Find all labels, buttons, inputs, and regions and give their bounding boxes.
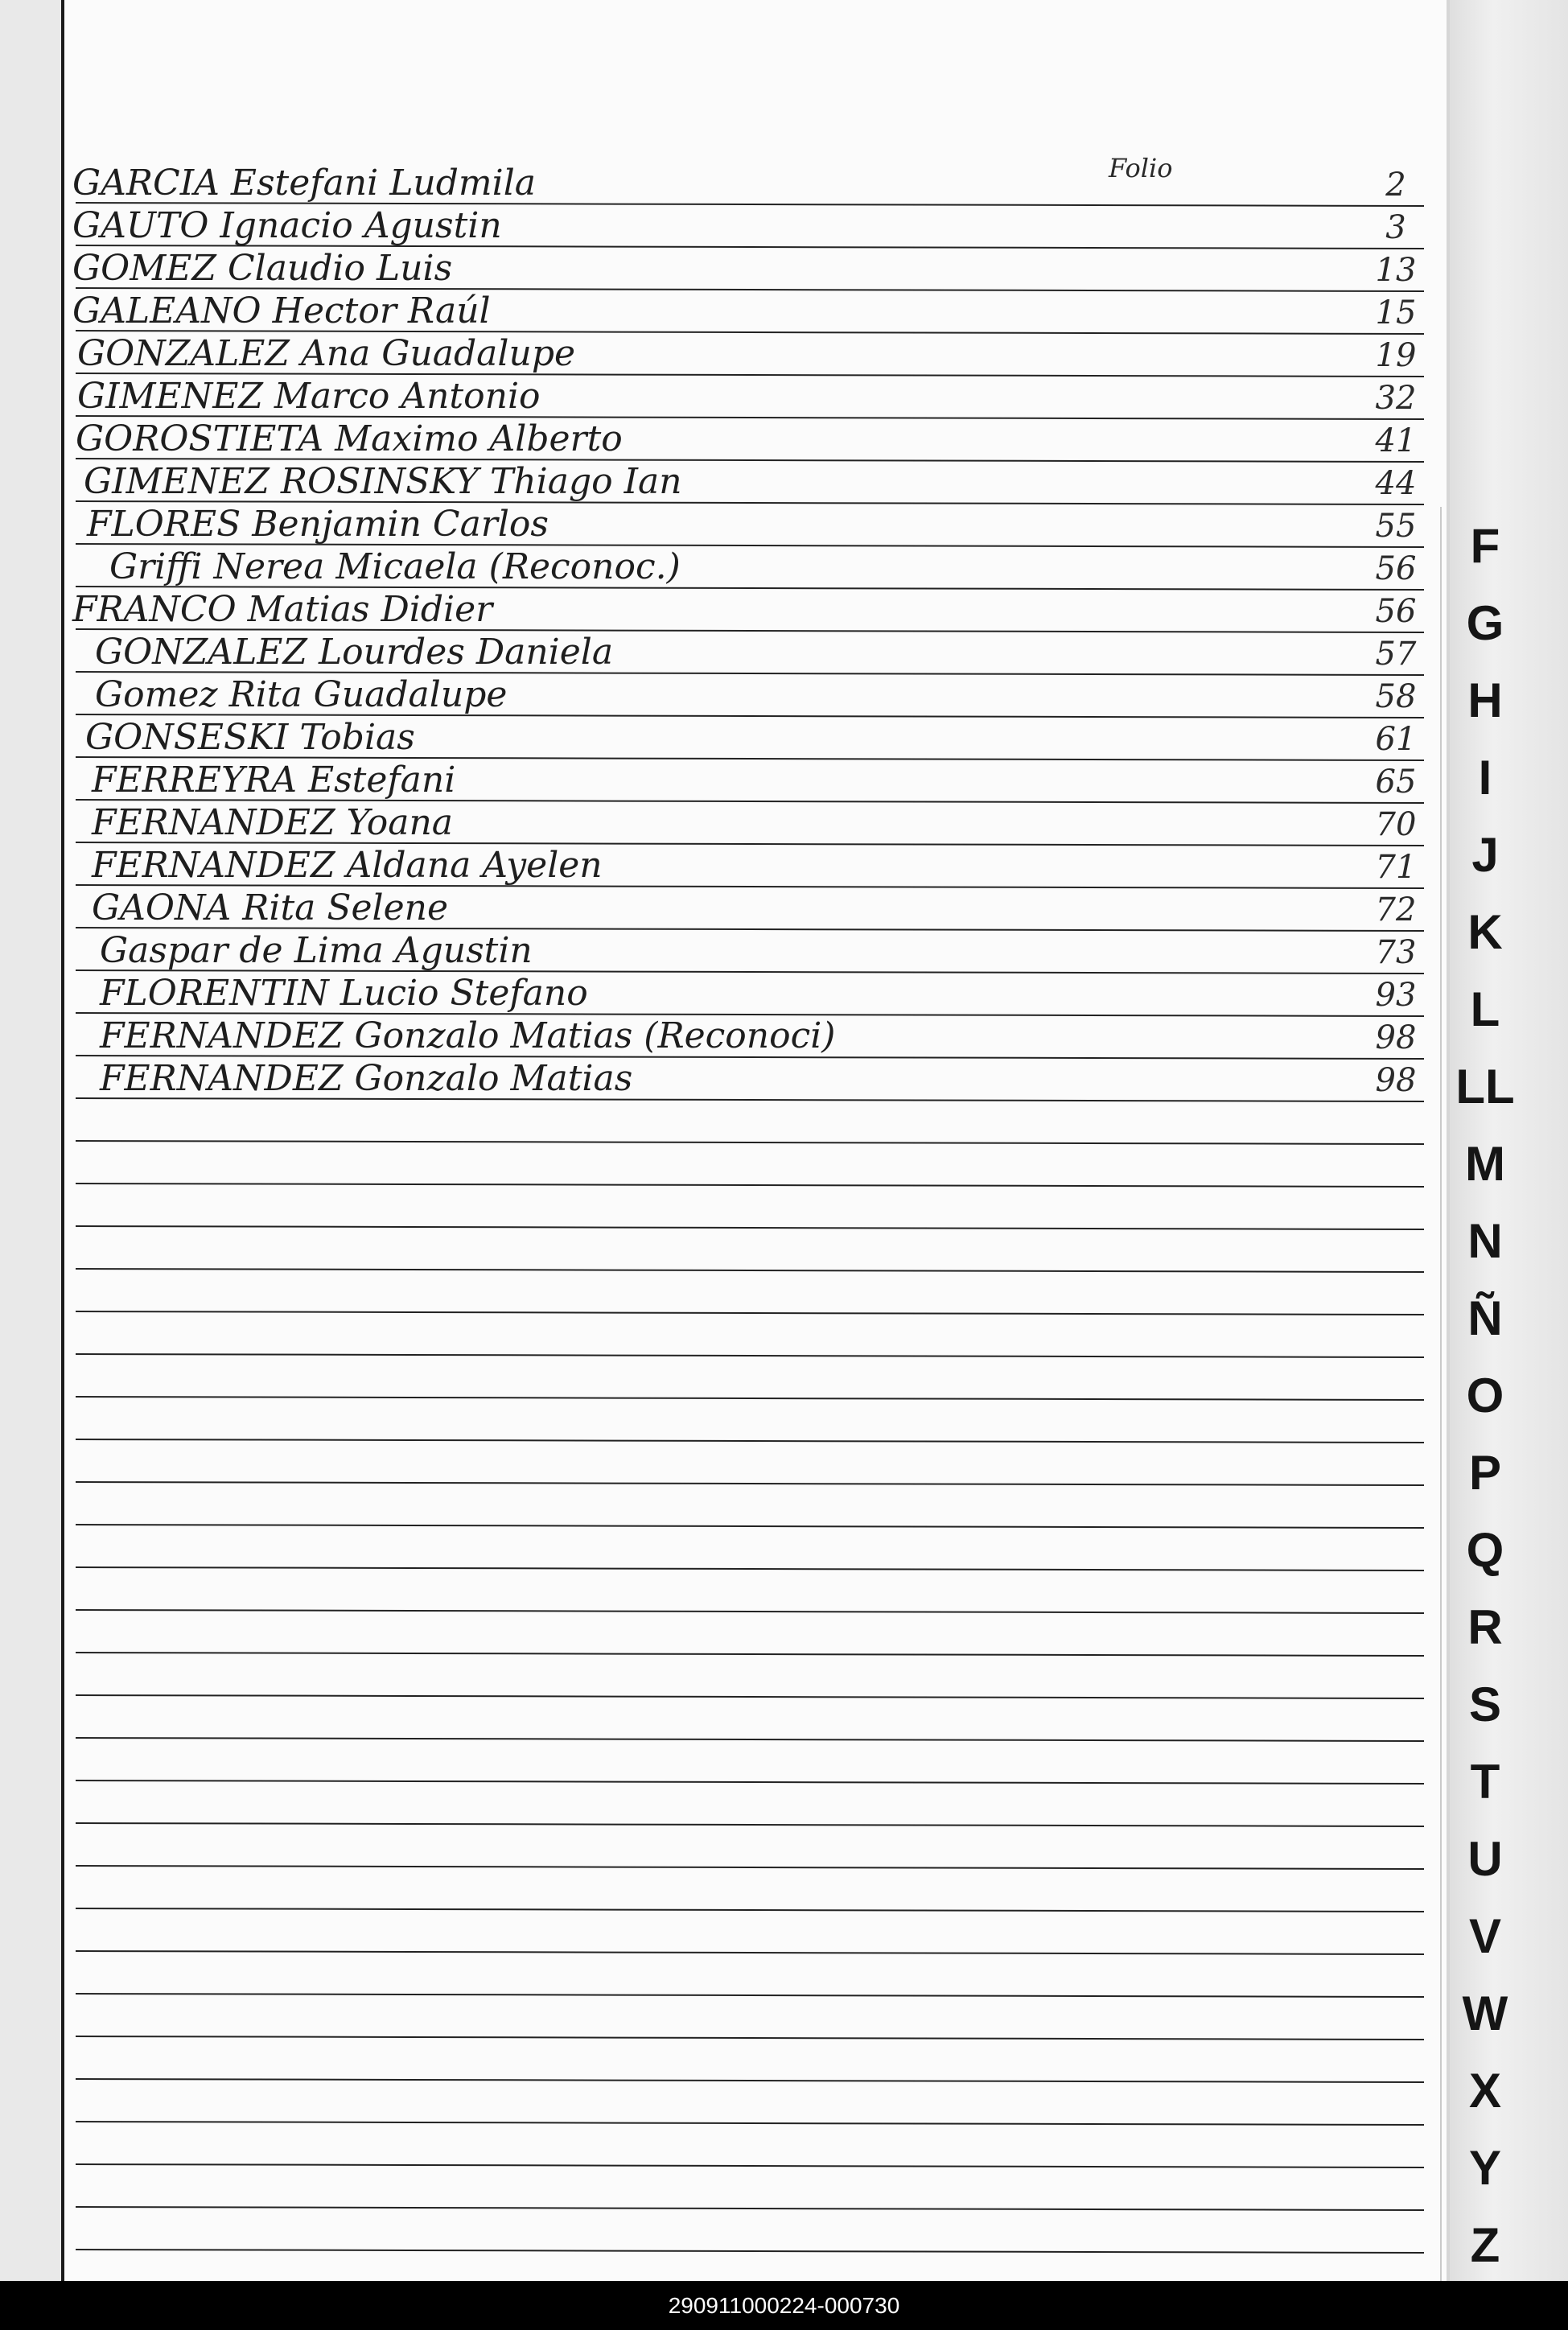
ruled-line bbox=[76, 2036, 1424, 2040]
entry-name: GAUTO Ignacio Agustin bbox=[72, 205, 502, 246]
entry-folio: 2 bbox=[1385, 167, 1406, 204]
ruled-line bbox=[76, 1311, 1424, 1315]
ruled-line bbox=[76, 1951, 1424, 1954]
index-tab[interactable]: Z bbox=[1440, 2206, 1529, 2283]
ruled-line bbox=[76, 2250, 1424, 2253]
entry-name: GONZALEZ Ana Guadalupe bbox=[77, 333, 576, 374]
entry-folio: 56 bbox=[1375, 593, 1417, 630]
ruled-line bbox=[76, 2164, 1424, 2167]
entry-row bbox=[72, 1058, 1440, 1104]
document-id-footer: 290911000224-000730 bbox=[0, 2281, 1568, 2330]
entry-folio: 98 bbox=[1375, 1019, 1417, 1056]
entry-name: FRANCO Matias Didier bbox=[72, 589, 493, 630]
index-tab[interactable]: V bbox=[1440, 1897, 1529, 1974]
entry-row bbox=[72, 205, 1440, 251]
entry-name: GIMENEZ Marco Antonio bbox=[77, 376, 541, 417]
entry-folio: 93 bbox=[1375, 977, 1417, 1014]
entry-row bbox=[72, 290, 1440, 336]
entry-list bbox=[72, 163, 1440, 1104]
entry-row bbox=[72, 845, 1440, 891]
entry-name: FERNANDEZ Aldana Ayelen bbox=[92, 845, 603, 886]
index-tab[interactable]: U bbox=[1440, 1820, 1529, 1897]
entry-name: FERNANDEZ Gonzalo Matias bbox=[100, 1058, 633, 1099]
index-tab[interactable]: Q bbox=[1440, 1511, 1529, 1588]
ruled-line bbox=[76, 1397, 1424, 1400]
entry-folio: 13 bbox=[1375, 252, 1417, 289]
entry-name: Gaspar de Lima Agustin bbox=[100, 930, 533, 971]
entry-folio: 19 bbox=[1375, 337, 1417, 374]
entry-row bbox=[72, 973, 1440, 1019]
entry-row bbox=[72, 717, 1440, 763]
entry-folio: 57 bbox=[1375, 636, 1417, 673]
index-tab[interactable]: S bbox=[1440, 1665, 1529, 1743]
entry-row bbox=[72, 333, 1440, 379]
index-tab[interactable]: Y bbox=[1440, 2129, 1529, 2206]
entry-row bbox=[72, 1015, 1440, 1061]
entry-name: GALEANO Hector Raúl bbox=[72, 290, 491, 331]
entry-row bbox=[72, 546, 1440, 592]
ruled-line bbox=[76, 1695, 1424, 1698]
index-tab[interactable]: X bbox=[1440, 2052, 1529, 2129]
entry-name: GONZALEZ Lourdes Daniela bbox=[95, 632, 614, 673]
index-tab[interactable]: T bbox=[1440, 1743, 1529, 1820]
index-tab[interactable]: O bbox=[1440, 1356, 1529, 1434]
ruled-line bbox=[76, 1653, 1424, 1656]
ruled-line bbox=[76, 2122, 1424, 2125]
entry-name: FLORENTIN Lucio Stefano bbox=[100, 973, 588, 1014]
entry-folio: 32 bbox=[1375, 380, 1417, 417]
entry-row bbox=[72, 163, 1440, 208]
index-tab[interactable]: H bbox=[1440, 661, 1529, 739]
entry-folio: 44 bbox=[1375, 465, 1417, 502]
ruled-line bbox=[76, 1738, 1424, 1741]
entry-row bbox=[72, 418, 1440, 464]
ruled-line bbox=[76, 1567, 1424, 1570]
index-tab[interactable]: L bbox=[1440, 970, 1529, 1048]
index-tab[interactable]: P bbox=[1440, 1434, 1529, 1511]
entry-row bbox=[72, 248, 1440, 294]
entry-name: Gomez Rita Guadalupe bbox=[95, 674, 508, 715]
index-tab[interactable]: M bbox=[1440, 1125, 1529, 1202]
ruled-line bbox=[76, 1780, 1424, 1784]
index-tab[interactable]: Ñ bbox=[1440, 1279, 1529, 1356]
ruled-line bbox=[76, 1184, 1424, 1187]
entry-folio: 65 bbox=[1375, 764, 1417, 801]
ruled-line bbox=[76, 1141, 1424, 1144]
ruled-line bbox=[76, 1439, 1424, 1443]
entry-folio: 56 bbox=[1375, 550, 1417, 587]
index-tab[interactable]: K bbox=[1440, 893, 1529, 970]
entry-folio: 72 bbox=[1375, 891, 1417, 928]
entry-row bbox=[72, 760, 1440, 805]
entry-name: GIMENEZ ROSINSKY Thiago Ian bbox=[84, 461, 682, 502]
entry-row bbox=[72, 887, 1440, 933]
entry-name: FLORES Benjamin Carlos bbox=[87, 504, 549, 545]
index-tab[interactable]: W bbox=[1440, 1974, 1529, 2052]
entry-folio: 58 bbox=[1375, 678, 1417, 715]
entry-folio: 71 bbox=[1375, 849, 1417, 886]
entry-folio: 70 bbox=[1375, 806, 1417, 843]
entry-folio: 73 bbox=[1375, 934, 1417, 971]
entry-row bbox=[72, 802, 1440, 848]
entry-folio: 15 bbox=[1375, 294, 1417, 331]
entry-row bbox=[72, 461, 1440, 507]
ruled-line bbox=[76, 1994, 1424, 1997]
index-tab[interactable]: J bbox=[1440, 816, 1529, 893]
index-tab[interactable]: R bbox=[1440, 1588, 1529, 1665]
entry-folio: 61 bbox=[1375, 721, 1417, 758]
entry-folio: 41 bbox=[1375, 422, 1417, 459]
ruled-line bbox=[76, 1908, 1424, 1912]
ruled-line bbox=[76, 1866, 1424, 1869]
alphabet-index-tabs bbox=[1440, 507, 1529, 2283]
entry-row bbox=[72, 674, 1440, 720]
entry-folio: 3 bbox=[1385, 209, 1406, 246]
ruled-line bbox=[76, 2207, 1424, 2210]
entry-name: FERNANDEZ Gonzalo Matias (Reconoci) bbox=[100, 1015, 836, 1056]
entry-name: FERREYRA Estefani bbox=[92, 760, 456, 801]
entry-row bbox=[72, 504, 1440, 550]
ruled-line bbox=[76, 1823, 1424, 1826]
ruled-line bbox=[76, 1482, 1424, 1485]
entry-name: FERNANDEZ Yoana bbox=[92, 802, 454, 843]
entry-name: GAONA Rita Selene bbox=[92, 887, 449, 928]
entry-name: GARCIA Estefani Ludmila bbox=[72, 163, 537, 204]
ruled-line bbox=[76, 1226, 1424, 1229]
ruled-line bbox=[76, 1525, 1424, 1528]
entry-name: GONSESKI Tobias bbox=[85, 717, 415, 758]
entry-row bbox=[72, 632, 1440, 677]
index-tab[interactable]: G bbox=[1440, 584, 1529, 661]
entry-row bbox=[72, 376, 1440, 422]
index-tab[interactable]: I bbox=[1440, 739, 1529, 816]
entry-name: GOMEZ Claudio Luis bbox=[72, 248, 453, 289]
entry-folio: 55 bbox=[1375, 508, 1417, 545]
entry-row bbox=[72, 930, 1440, 976]
index-tab[interactable]: LL bbox=[1440, 1048, 1529, 1125]
entry-folio: 98 bbox=[1375, 1062, 1417, 1099]
ruled-line bbox=[76, 2079, 1424, 2082]
entry-name: GOROSTIETA Maximo Alberto bbox=[76, 418, 623, 459]
entry-row bbox=[72, 589, 1440, 635]
ruled-line bbox=[76, 1269, 1424, 1272]
ruled-line bbox=[76, 1610, 1424, 1613]
index-tab[interactable]: N bbox=[1440, 1202, 1529, 1279]
entry-name: Griffi Nerea Micaela (Reconoc.) bbox=[109, 546, 681, 587]
index-tab[interactable]: F bbox=[1440, 507, 1529, 584]
ruled-line bbox=[76, 1354, 1424, 1357]
folio-column-header: Folio bbox=[1109, 153, 1173, 183]
